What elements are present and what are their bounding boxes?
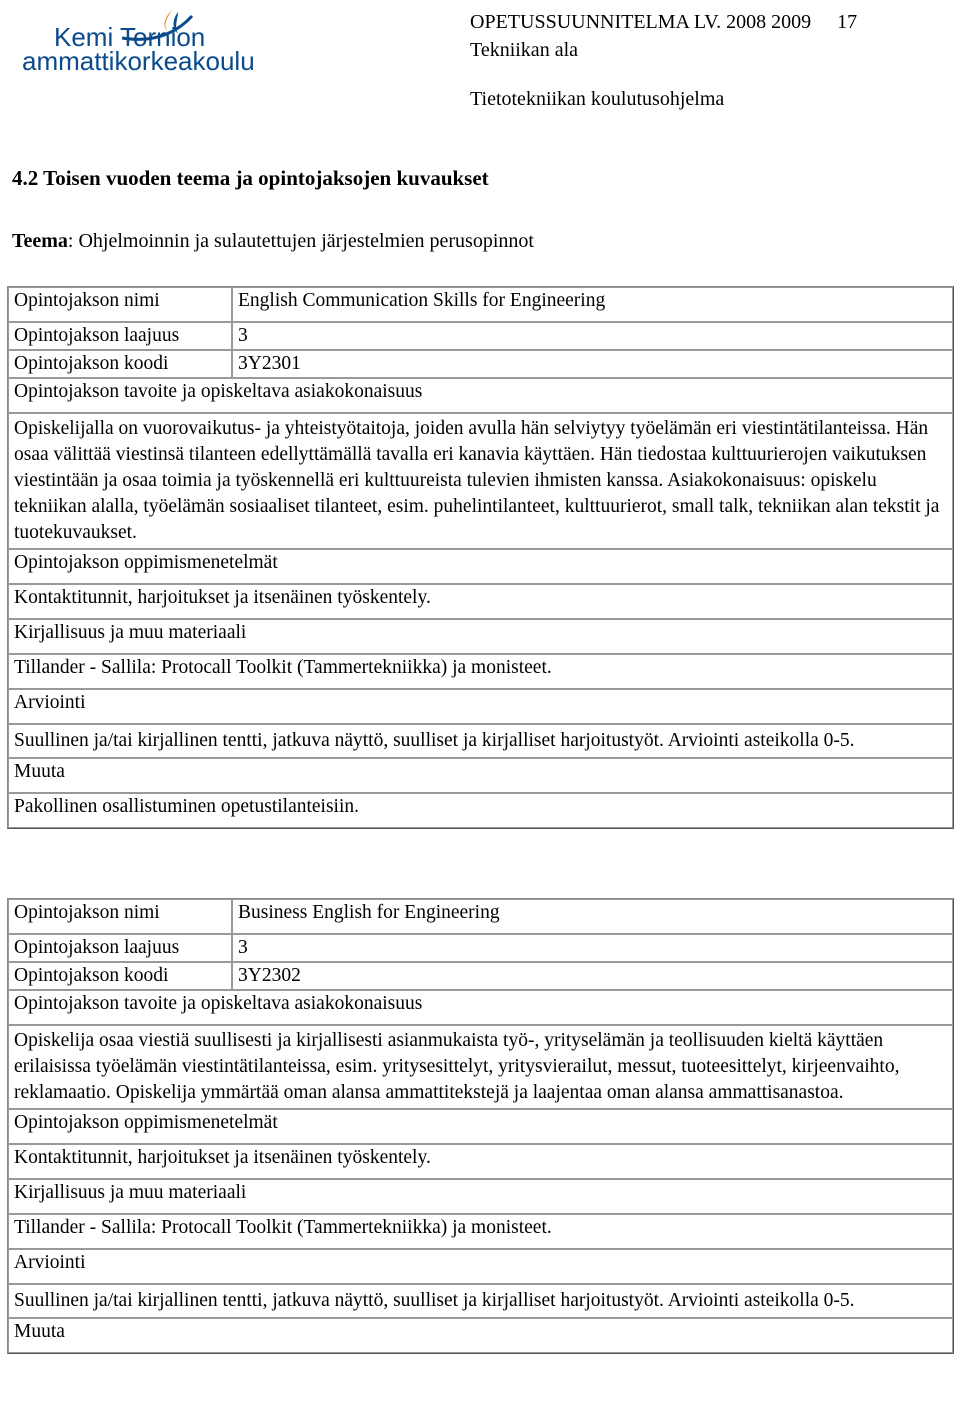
course-name: Business English for Engineering: [232, 899, 953, 934]
course-scope: 3: [232, 322, 953, 350]
course-other-label: Muuta: [8, 758, 953, 793]
plan-title: OPETUSSUUNNITELMA LV. 2008 2009: [470, 11, 812, 33]
course-methods-label: Opintojakson oppimismenetelmät: [8, 549, 953, 584]
course-assessment-label: Arviointi: [8, 689, 953, 724]
course-assessment-text: Suullinen ja/tai kirjallinen tentti, jatkuva näyttö, suulliset ja kirjalliset harjoitustyöt. Arviointi asteikolla 0-5.: [8, 724, 953, 758]
course-name-label: Opintojakson nimi: [8, 899, 232, 934]
section-heading: 4.2 Toisen vuoden teema ja opintojaksojen kuvaukset: [12, 166, 489, 190]
course-methods-text: Kontaktitunnit, harjoitukset ja itsenäinen työskentely.: [8, 1144, 953, 1179]
theme-line: Teema: Ohjelmoinnin ja sulautettujen järjestelmien perusopinnot: [12, 230, 534, 252]
course-code: 3Y2302: [232, 962, 953, 990]
course-other-text: Pakollinen osallistuminen opetustilanteisiin.: [8, 793, 953, 828]
course-code-label: Opintojakson koodi: [8, 962, 232, 990]
course-literature-text: Tillander - Sallila: Protocall Toolkit (Tammertekniikka) ja monisteet.: [8, 1214, 953, 1249]
field-name: Tekniikan ala: [470, 39, 578, 61]
course-goal-label: Opintojakson tavoite ja opiskeltava asiakokonaisuus: [8, 990, 953, 1025]
course-code: 3Y2301: [232, 350, 953, 378]
school-logo: [22, 8, 322, 72]
logo-line2: ammattikorkeakoulu: [22, 46, 255, 72]
course-name-label: Opintojakson nimi: [8, 287, 232, 322]
course-methods-label: Opintojakson oppimismenetelmät: [8, 1109, 953, 1144]
program-name: Tietotekniikan koulutusohjelma: [470, 88, 725, 110]
course-other-label: Muuta: [8, 1318, 953, 1353]
course-literature-text: Tillander - Sallila: Protocall Toolkit (Tammertekniikka) ja monisteet.: [8, 654, 953, 689]
theme-value: Ohjelmoinnin ja sulautettujen järjestelmien perusopinnot: [78, 230, 534, 252]
course-goal-text: Opiskelijalla on vuorovaikutus- ja yhteistyötaitoja, joiden avulla hän selviytyy työelämän eri viestintätilanteissa. Hän osaa välittää viestinsä tilanteen edellyttämällä tavalla eri kanavia käyttäen. Hän tiedostaa kulttuurierojen vaikutuksen viestintään ja osaa toimia ja työskennellä eri kulttuureista tulevien ihmisten kanssa. Asiakokonaisuus: opiskelu tekniikan alalla, työelämän sosiaaliset tilanteet, esim. puhelintilanteet, kulttuurierot, small talk, tekniikan alan tekstit ja tuotekuvaukset.: [8, 413, 953, 549]
course-goal-label: Opintojakson tavoite ja opiskeltava asiakokonaisuus: [8, 378, 953, 413]
course-name: English Communication Skills for Engineering: [232, 287, 953, 322]
course-scope-label: Opintojakson laajuus: [8, 934, 232, 962]
course-table-1: [7, 286, 954, 829]
course-goal-text: Opiskelija osaa viestiä suullisesti ja kirjallisesti asianmukaista työ-, yrityselämän ja teollisuuden kieltä käyttäen erilaisissa työelämän viestintätilanteissa, esim. yritysesittelyt, yritysvierailut, messut, tuoteesittelyt, kirjeenvaihto, reklamaatio. Opiskelija ymmärtää oman alansa ammattitekstejä ja laajentaa oman alansa ammattisanastoa.: [8, 1025, 953, 1109]
course-assessment-label: Arviointi: [8, 1249, 953, 1284]
course-scope-label: Opintojakson laajuus: [8, 322, 232, 350]
course-assessment-text: Suullinen ja/tai kirjallinen tentti, jatkuva näyttö, suulliset ja kirjalliset harjoitustyöt. Arviointi asteikolla 0-5.: [8, 1284, 953, 1318]
page-header: [470, 8, 857, 64]
course-scope: 3: [232, 934, 953, 962]
course-methods-text: Kontaktitunnit, harjoitukset ja itsenäinen työskentely.: [8, 584, 953, 619]
logo-line1: Kemi Tornion: [54, 22, 206, 52]
course-literature-label: Kirjallisuus ja muu materiaali: [8, 1179, 953, 1214]
theme-label: Teema: [12, 230, 68, 252]
course-table-2: [7, 898, 954, 1354]
page-number: 17: [837, 11, 858, 33]
course-literature-label: Kirjallisuus ja muu materiaali: [8, 619, 953, 654]
course-code-label: Opintojakson koodi: [8, 350, 232, 378]
